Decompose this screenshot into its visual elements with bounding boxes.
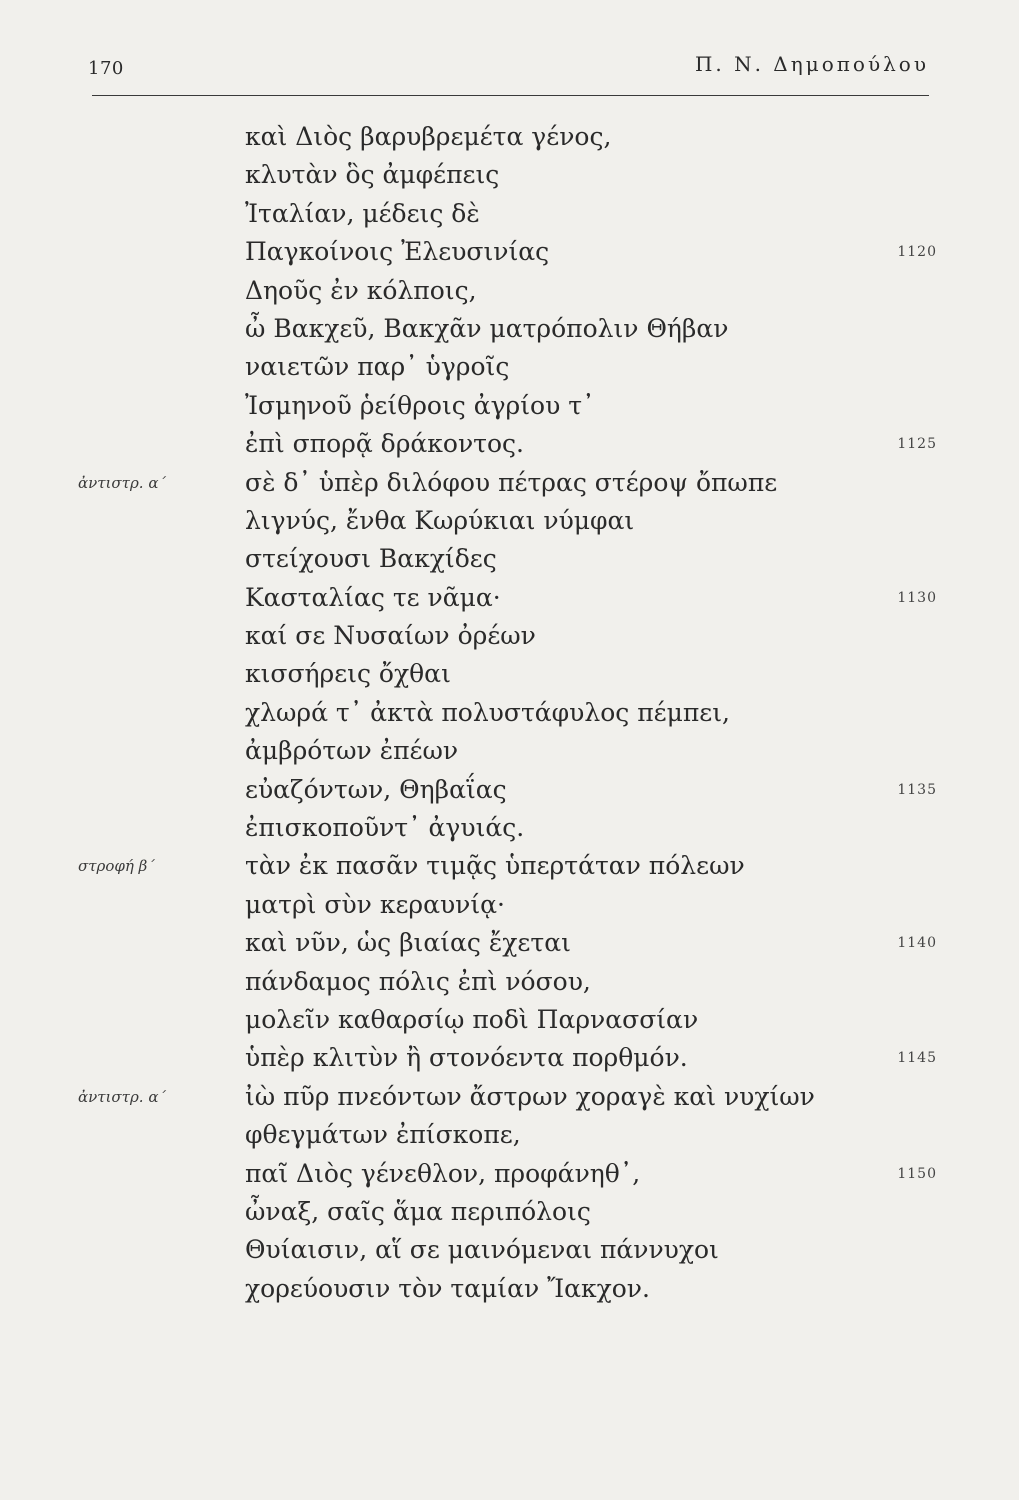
line-number: 1145: [897, 1050, 937, 1067]
verse-text: ναιετῶν παρ᾽ ὑγροῖς: [245, 352, 510, 382]
verse-text: πάνδαμος πόλις ἐπὶ νόσου,: [245, 966, 591, 996]
line-number: 1135: [897, 781, 937, 798]
verse-line: [0, 1193, 1019, 1231]
verse-line: [0, 617, 1019, 655]
strophe-label: στροφή β΄: [78, 857, 155, 876]
verse-line: [0, 310, 1019, 348]
verse-text: ἐπισκοποῦντ᾽ ἀγυιάς.: [245, 813, 525, 843]
verse-line: [0, 655, 1019, 693]
verse-line: [0, 540, 1019, 578]
verse-line: [0, 771, 1019, 809]
verse-block: [0, 118, 1019, 1308]
verse-line: [0, 694, 1019, 732]
page-number: 170: [88, 58, 124, 79]
verse-line: [0, 1078, 1019, 1116]
line-number: 1150: [897, 1165, 937, 1182]
line-number: 1125: [897, 436, 937, 453]
verse-line: [0, 425, 1019, 463]
verse-line: [0, 464, 1019, 502]
verse-text: καὶ νῦν, ὡς βιαίας ἔχεται: [245, 928, 571, 958]
verse-text: Δηοῦς ἐν κόλποις,: [245, 275, 477, 305]
verse-text: ἐπὶ σπορᾷ δράκοντος.: [245, 429, 525, 459]
verse-line: [0, 195, 1019, 233]
verse-text: Παγκοίνοις Ἐλευσινίας: [245, 237, 550, 267]
verse-line: [0, 118, 1019, 156]
verse-text: καὶ Διὸς βαρυβρεμέτα γένος,: [245, 122, 612, 151]
verse-line: [0, 886, 1019, 924]
verse-line: [0, 809, 1019, 847]
verse-line: [0, 579, 1019, 617]
verse-line: [0, 1001, 1019, 1039]
verse-line: [0, 348, 1019, 386]
verse-text: κλυτὰν ὃς ἀμφέπεις: [245, 160, 500, 190]
line-number: 1140: [897, 935, 937, 952]
strophe-label: ἀντιστρ. α΄: [78, 1087, 166, 1106]
verse-line: [0, 963, 1019, 1001]
verse-text: ὦναξ, σαῖς ἅμα περιπόλοις: [245, 1196, 591, 1226]
verse-text: Ἰταλίαν, μέδεις δὲ: [245, 198, 480, 228]
verse-text: μολεῖν καθαρσίῳ ποδὶ Παρνασσίαν: [245, 1004, 699, 1034]
verse-line: [0, 924, 1019, 962]
verse-line: [0, 732, 1019, 770]
verse-line: [0, 156, 1019, 194]
verse-line: [0, 1039, 1019, 1077]
verse-line: [0, 272, 1019, 310]
running-head: Π. Ν. Δημοπούλου: [694, 52, 929, 76]
verse-text: εὐαζόντων, Θηβαΐας: [245, 774, 507, 804]
verse-text: λιγνύς, ἔνθα Κωρύκιαι νύμφαι: [245, 505, 635, 535]
verse-text: ἀμβρότων ἐπέων: [245, 736, 459, 766]
verse-text: ὦ Βακχεῦ, Βακχᾶν ματρόπολιν Θήβαν: [245, 313, 729, 343]
verse-line: [0, 1155, 1019, 1193]
verse-text: ὑπὲρ κλιτὺν ἢ στονόεντα πορθμόν.: [245, 1043, 688, 1073]
verse-text: ματρὶ σὺν κεραυνίᾳ·: [245, 889, 505, 919]
verse-line: [0, 1116, 1019, 1154]
verse-line: [0, 1231, 1019, 1269]
verse-text: τὰν ἐκ πασᾶν τιμᾷς ὑπερτάταν πόλεων: [245, 851, 745, 881]
verse-text: σὲ δ᾽ ὑπὲρ διλόφου πέτρας στέροψ ὄπωπε: [245, 467, 778, 497]
verse-text: στείχουσι Βακχίδες: [245, 544, 497, 574]
verse-line: [0, 387, 1019, 425]
header-rule: [92, 95, 929, 96]
verse-text: καί σε Νυσαίων ὀρέων: [245, 621, 536, 651]
verse-text: παῖ Διὸς γένεθλον, προφάνηθ᾽,: [245, 1158, 641, 1188]
verse-line: [0, 1270, 1019, 1308]
line-number: 1120: [897, 244, 937, 261]
verse-line: [0, 502, 1019, 540]
verse-text: Κασταλίας τε νᾶμα·: [245, 582, 501, 612]
verse-text: Θυίαισιν, αἵ σε μαινόμεναι πάννυχοι: [245, 1235, 719, 1265]
strophe-label: ἀντιστρ. α΄: [78, 473, 166, 492]
verse-text: χορεύουσιν τὸν ταμίαν Ἴακχον.: [245, 1273, 650, 1303]
verse-line: [0, 847, 1019, 885]
verse-text: φθεγμάτων ἐπίσκοπε,: [245, 1120, 521, 1150]
line-number: 1130: [897, 589, 937, 606]
verse-text: χλωρά τ᾽ ἀκτὰ πολυστάφυλος πέμπει,: [245, 697, 730, 727]
verse-line: [0, 233, 1019, 271]
verse-text: κισσήρεις ὄχθαι: [245, 659, 451, 689]
verse-text: ἰὼ πῦρ πνεόντων ἄστρων χοραγὲ καὶ νυχίων: [245, 1081, 815, 1111]
verse-text: Ἰσμηνοῦ ῥείθροις ἀγρίου τ᾽: [245, 390, 595, 420]
